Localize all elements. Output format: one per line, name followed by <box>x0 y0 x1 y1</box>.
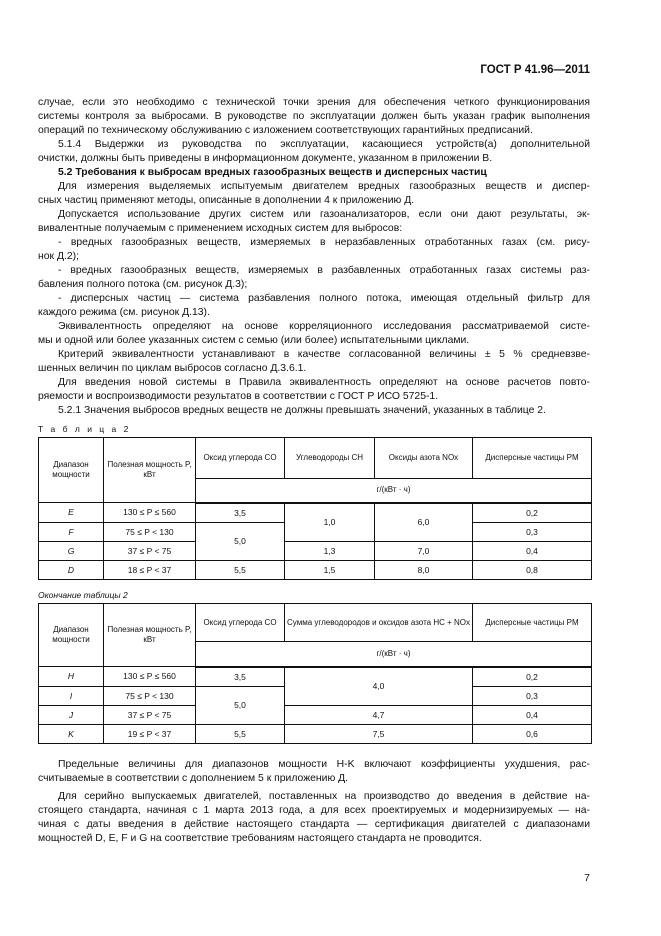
document-number: ГОСТ Р 41.96—2011 <box>480 64 590 76</box>
header-power: Полезная мощность P, кВт <box>104 438 196 503</box>
paragraph-line: считываемые в соответствии с дополнением 5 к приложению Д. <box>38 773 349 784</box>
paragraph-line: системы контроля за выбросами. В руководстве по эксплуатации должен быть указан график выполнения <box>38 111 590 122</box>
cell-pm: 0,4 <box>473 705 592 724</box>
cell-power: 18 ≤ P < 37 <box>104 560 196 579</box>
paragraph-line: мы и одной или более указанных систем с семью (или более) испытательными циклами. <box>38 335 470 346</box>
cell-hc-nox: 4,7 <box>285 705 473 724</box>
cell-nox: 7,0 <box>375 541 473 560</box>
header-range: Диапазон мощности <box>39 438 104 503</box>
header-range: Диапазон мощности <box>39 604 104 667</box>
body-text-top <box>38 96 590 418</box>
cell-co: 5,5 <box>196 724 285 743</box>
paragraph-line: - дисперсных частиц — система разбавления полного потока, имеющая отдельный фильтр для <box>58 293 590 304</box>
cell-power: 37 ≤ P < 75 <box>104 541 196 560</box>
header-pm: Дисперсные частицы PM <box>473 604 592 642</box>
paragraph-line: Для измерения выделяемых испытуемым двигателем вредных газообразных веществ и диспер- <box>58 181 590 192</box>
paragraph-line: Для серийно выпускаемых двигателей, поставленных на производство до введения в действие на- <box>58 791 590 802</box>
paragraph-line: бавления полного потока (см. рисунок Д.3); <box>38 279 248 290</box>
cell-nox: 8,0 <box>375 560 473 579</box>
cell-power: 37 ≤ P < 75 <box>104 705 196 724</box>
paragraph-line: - вредных газообразных веществ, измеряемых в неразбавленных отработанных газах (см. рису- <box>58 237 590 248</box>
header-ch: Углеводороды CH <box>285 438 375 479</box>
header-co: Оксид углерода CO <box>196 438 285 479</box>
paragraph-line: Критерий эквивалентности устанавливают в качестве согласованной величины ± 5 % средневзве- <box>58 349 590 360</box>
cell-ch: 1,0 <box>285 503 375 542</box>
cell-pm: 0,8 <box>473 560 592 579</box>
body-text-bottom <box>38 758 590 846</box>
table-row <box>39 541 592 560</box>
cell-pm: 0,3 <box>473 686 592 705</box>
cell-co: 5,0 <box>196 686 285 724</box>
paragraph-line: Для введения новой системы в Правила эквивалентность определяют на основе расчетов повто- <box>58 377 590 388</box>
paragraph-line: случае, если это необходимо с технической точки зрения для обеспечения четкого функционирования <box>38 97 590 108</box>
table-row <box>39 560 592 579</box>
table-row <box>39 705 592 724</box>
header-nox: Оксиды азота NOx <box>375 438 473 479</box>
cell-pm: 0,3 <box>473 522 592 541</box>
cell-ch: 1,5 <box>285 560 375 579</box>
cell-pm: 0,4 <box>473 541 592 560</box>
page-number: 7 <box>584 872 590 884</box>
table-row <box>39 724 592 743</box>
paragraph-line: 5.2.1 Значения выбросов вредных веществ не должны превышать значений, указанных в таблице 2. <box>58 405 546 416</box>
paragraph-line: сных частиц применяют методы, описанные в дополнении 4 к приложению Д. <box>38 195 415 206</box>
paragraph-line: - вредных газообразных веществ, измеряемых в разбавленных отработанных газах системы раз- <box>58 265 590 276</box>
cell-pm: 0,2 <box>473 667 592 687</box>
cell-range: H <box>39 667 104 687</box>
cell-range: I <box>39 686 104 705</box>
cell-co: 5,5 <box>196 560 285 579</box>
cell-power: 75 ≤ P < 130 <box>104 522 196 541</box>
section-heading: 5.2 Требования к выбросам вредных газообразных веществ и дисперсных частиц <box>58 167 487 178</box>
paragraph-line: ряемости и воспроизводимости результатов в соответствии с ГОСТ Р ИСО 5725-1. <box>38 391 439 402</box>
paragraph-line: Эквивалентность определяют на основе корреляционного исследования рассматриваемой систе- <box>58 321 590 332</box>
paragraph-line: стоящего стандарта, начиная с 1 марта 2013 года, а для всех проектируемых и модернизируемых — на- <box>38 805 590 816</box>
cell-power: 130 ≤ P ≤ 560 <box>104 667 196 687</box>
table-continuation-caption: Окончание таблицы 2 <box>38 590 128 600</box>
paragraph-line: мощностей D, E, F и G на соответствие требованиям настоящего стандарта не проводится. <box>38 833 482 844</box>
cell-range: D <box>39 560 104 579</box>
paragraph-line: очистки, должны быть приведены в информационном документе, указанном в приложении В. <box>38 153 493 164</box>
header-pm: Дисперсные частицы PM <box>473 438 592 479</box>
cell-pm: 0,2 <box>473 503 592 523</box>
paragraph-line: операций по техническому обслуживанию с изложением соответствующих гарантийных предписаний. <box>38 125 533 136</box>
cell-range: J <box>39 705 104 724</box>
cell-range: F <box>39 522 104 541</box>
unit-label: г/(кВт · ч) <box>196 642 592 667</box>
emissions-table-continuation <box>38 603 592 744</box>
unit-label: г/(кВт · ч) <box>196 479 592 503</box>
table-row <box>39 503 592 523</box>
header-power: Полезная мощность P, кВт <box>104 604 196 667</box>
cell-pm: 0,6 <box>473 724 592 743</box>
paragraph-line: чиная с даты введения в действие настоящего стандарта — сертификация двигателей с диапазонами <box>38 819 590 830</box>
table-caption: Т а б л и ц а 2 <box>38 424 131 434</box>
cell-co: 3,5 <box>196 667 285 687</box>
cell-co: 3,5 <box>196 503 285 523</box>
cell-range: E <box>39 503 104 523</box>
cell-power: 130 ≤ P ≤ 560 <box>104 503 196 523</box>
emissions-table <box>38 437 592 580</box>
header-co: Оксид углерода CO <box>196 604 285 642</box>
cell-co: 5,0 <box>196 522 285 560</box>
paragraph-line: каждого режима (см. рисунок Д.13). <box>38 307 210 318</box>
paragraph-line: 5.1.4 Выдержки из руководства по эксплуатации, касающиеся устройств(а) дополнительной <box>58 139 590 150</box>
cell-range: K <box>39 724 104 743</box>
paragraph-line: Предельные величины для диапазонов мощности H-K включают коэффициенты ухудшения, рас- <box>58 759 590 770</box>
cell-hc-nox: 7,5 <box>285 724 473 743</box>
cell-hc-nox: 4,0 <box>285 667 473 706</box>
paragraph-line: Допускается использование других систем или газоанализаторов, если они дают результаты, эк- <box>58 209 590 220</box>
cell-ch: 1,3 <box>285 541 375 560</box>
table-row <box>39 667 592 687</box>
cell-power: 75 ≤ P < 130 <box>104 686 196 705</box>
paragraph-line: вивалентные получаемым с применением исходных систем для выбросов: <box>38 223 403 234</box>
cell-range: G <box>39 541 104 560</box>
header-hc-nox: Сумма углеводородов и оксидов азота HC + NOx <box>285 604 473 642</box>
cell-power: 19 ≤ P < 37 <box>104 724 196 743</box>
paragraph-line: нок Д.2); <box>38 251 79 262</box>
cell-nox: 6,0 <box>375 503 473 542</box>
paragraph-line: шенных величин по циклам выбросов согласно Д.3.6.1. <box>38 363 307 374</box>
